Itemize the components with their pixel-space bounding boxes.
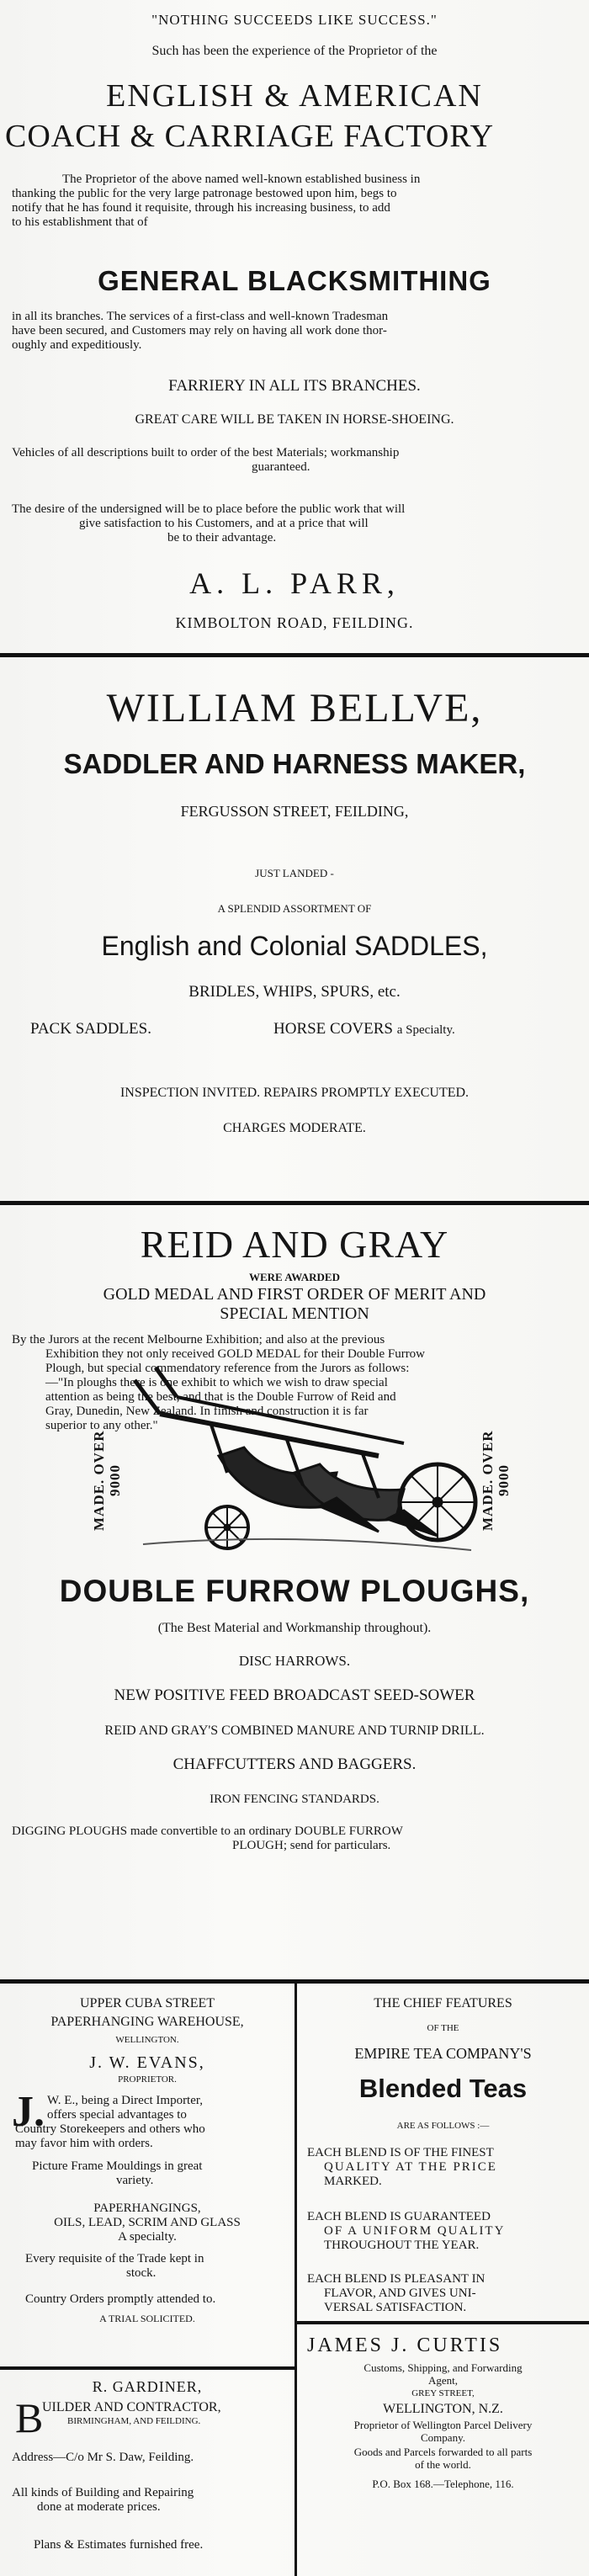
special-mention: SPECIAL MENTION — [220, 1304, 369, 1323]
curtis-proprietor-line: Proprietor of Wellington Parcel Delivery — [353, 2419, 533, 2431]
desire-line: The desire of the undersigned will be to place before the public work that will — [12, 502, 406, 516]
tea-each-3-line: FLAVOR, AND GIVES UNI- — [324, 2287, 476, 2300]
parr-para-1-line: notify that he has found it requisite, through his increasing business, to add — [12, 201, 390, 215]
gardiner-plans: Plans & Estimates furnished free. — [34, 2538, 204, 2552]
parr-para-2-line: in all its branches. The services of a first-class and well-known Tradesman — [12, 310, 389, 323]
curtis-agent-line: Customs, Shipping, and Forwarding — [363, 2361, 523, 2374]
paperhangings-line: A specialty. — [118, 2230, 177, 2244]
curtis-proprietor-line: Company. — [421, 2431, 465, 2444]
inspection-line: INSPECTION INVITED. REPAIRS PROMPTLY EXECUTED. — [119, 1086, 470, 1100]
vehicles-line: Vehicles of all descriptions built to order of the best Materials; workmanship — [12, 446, 400, 459]
bridles-line: BRIDLES, WHIPS, SPURS, etc. — [188, 983, 401, 1001]
horse-covers — [273, 1020, 455, 1038]
disc-harrows: DISC HARROWS. — [238, 1653, 351, 1669]
desire-text — [12, 502, 589, 545]
tea-each-2-line: THROUGHOUT THE YEAR. — [324, 2239, 480, 2252]
every-requisite-line: stock. — [126, 2266, 157, 2280]
factory-line-2: COACH & CARRIAGE FACTORY — [5, 119, 495, 154]
every-requisite — [25, 2252, 294, 2281]
tea-each-3-line: EACH BLEND IS PLEASANT IN — [307, 2272, 486, 2286]
gardiner-all-line: done at moderate prices. — [37, 2500, 161, 2514]
parr-advertisement — [0, 0, 589, 648]
jurors-line: Gray, Dunedin, New Zealand. In finish and construction it is far — [45, 1405, 369, 1418]
jurors-line: Exhibition they not only received GOLD MEDAL for their Double Furrow — [45, 1347, 426, 1361]
evans-line-1: UPPER CUBA STREET — [79, 1996, 215, 2010]
evans-para-line: may favor him with orders. — [15, 2137, 153, 2150]
digging-line: DIGGING PLOUGHS made convertible to an ordinary DOUBLE FURROW — [12, 1824, 403, 1838]
tea-blended: Blended Teas — [358, 2074, 528, 2103]
tea-each-1-line: QUALITY AT THE PRICE — [324, 2160, 497, 2174]
gold-medal-line: GOLD MEDAL AND FIRST ORDER OF MERIT AND — [103, 1285, 486, 1304]
parr-para-2-line: oughly and expeditiously. — [12, 338, 142, 352]
curtis-po-box: P.O. Box 168.—Telephone, 116. — [372, 2478, 514, 2490]
divider-rule — [0, 1201, 589, 1205]
picture-frame — [32, 2159, 293, 2188]
best-material-line: (The Best Material and Workmanship throughout). — [157, 1621, 432, 1635]
curtis-proprietor — [297, 2419, 589, 2444]
parr-para-2-line: have been secured, and Customers may rely on having all work done thor- — [12, 324, 387, 337]
every-requisite-line: Every requisite of the Trade kept in — [25, 2252, 204, 2265]
just-landed: JUST LANDED - — [255, 867, 334, 879]
evans-line-2: PAPERHANGING WAREHOUSE, — [50, 2015, 244, 2029]
gardiner-all-line: All kinds of Building and Repairing — [12, 2486, 194, 2499]
tea-each-2 — [307, 2210, 589, 2253]
paperhangings-line: PAPERHANGINGS, — [93, 2202, 201, 2215]
jurors-line: —"In ploughs there is one exhibit to which we wish to draw special — [45, 1376, 388, 1389]
gardiner-advertisement — [0, 2372, 294, 2576]
country-orders: Country Orders promptly attended to. — [25, 2292, 216, 2306]
parr-para-1-line: thanking the public for the very large patronage bestowed upon him, begs to — [12, 187, 397, 200]
tea-follows: ARE AS FOLLOWS :— — [396, 2121, 490, 2131]
ploughs-heading: DOUBLE FURROW PLOUGHS, — [59, 1574, 530, 1608]
factory-line-1: ENGLISH & AMERICAN — [106, 78, 483, 114]
gardiner-trade — [42, 2400, 294, 2429]
tea-each-2-line: EACH BLEND IS GUARANTEED — [307, 2210, 491, 2223]
blacksmithing-heading: GENERAL BLACKSMITHING — [98, 265, 491, 296]
curtis-goods-line: Goods and Parcels forwarded to all parts — [353, 2446, 533, 2458]
farriery-line: FARRIERY IN ALL ITS BRANCHES. — [168, 377, 421, 395]
divider-rule — [297, 2321, 589, 2324]
made-over-right: MADE. OVER 9000 — [480, 1430, 512, 1531]
vehicles-text — [12, 446, 589, 475]
desire-line: give satisfaction to his Customers, and at a price that will — [79, 517, 369, 530]
paperhangings-line: OILS, LEAD, SCRIM AND GLASS — [54, 2216, 241, 2229]
tea-each-2-line: OF A UNIFORM QUALITY — [324, 2224, 506, 2238]
parr-address: KIMBOLTON ROAD, FEILDING. — [175, 614, 414, 631]
curtis-goods-line: of the world. — [415, 2458, 471, 2471]
curtis-name: JAMES J. CURTIS — [307, 2334, 503, 2356]
plough-illustration — [126, 1363, 480, 1557]
great-care-line: GREAT CARE WILL BE TAKEN IN HORSE-SHOEING. — [135, 412, 454, 427]
digging-line: PLOUGH; send for particulars. — [232, 1839, 391, 1852]
jurors-line: attention as being the best, and that is the Double Furrow of Reid and — [45, 1390, 396, 1404]
digging-ploughs — [12, 1824, 589, 1853]
jurors-line: superior to any other." — [45, 1419, 158, 1432]
parr-para-1-line: to his establishment that of — [12, 215, 148, 229]
evans-para-line: offers special advantages to — [47, 2108, 187, 2122]
made-over-left: MADE. OVER 9000 — [91, 1430, 123, 1531]
saddles-line: English and Colonial SADDLES, — [101, 931, 488, 961]
curtis-agent-line: Agent, — [427, 2374, 459, 2387]
gardiner-trade-line: UILDER AND CONTRACTOR, — [42, 2400, 221, 2414]
gardiner-name: R. GARDINER, — [92, 2378, 203, 2395]
trial-solicited: A TRIAL SOLICITED. — [99, 2313, 195, 2324]
assortment-line: A SPLENDID ASSORTMENT OF — [217, 902, 372, 915]
reid-gray-products — [0, 1565, 589, 1981]
tea-each-1-line: EACH BLEND IS OF THE FINEST — [307, 2146, 494, 2159]
picture-frame-line: Picture Frame Mouldings in great — [32, 2159, 203, 2173]
seed-sower: NEW POSITIVE FEED BROADCAST SEED-SOWER — [114, 1686, 475, 1704]
parr-name: A. L. PARR, — [189, 566, 400, 600]
divider-rule — [0, 2366, 294, 2370]
curtis-city: WELLINGTON, N.Z. — [383, 2402, 503, 2416]
were-awarded: WERE AWARDED — [249, 1271, 340, 1283]
gardiner-trade-line: BIRMINGHAM, AND FEILDING. — [67, 2416, 201, 2426]
evans-para-line: Country Storekeepers and others who — [15, 2122, 205, 2136]
evans-dropcap: J. — [12, 2088, 45, 2136]
tea-empire: EMPIRE TEA COMPANY'S — [354, 2045, 532, 2062]
bellve-trade: SADDLER AND HARNESS MAKER, — [63, 748, 526, 779]
tea-chief: THE CHIEF FEATURES — [374, 1996, 512, 2010]
turnip-drill: REID AND GRAY'S COMBINED MANURE AND TURNIP DRILL. — [104, 1724, 485, 1738]
jurors-line: By the Jurors at the recent Melbourne Exhibition; and also at the previous — [12, 1333, 385, 1346]
evans-wellington: WELLINGTON. — [115, 2035, 179, 2045]
reid-gray-name: REID AND GRAY — [140, 1223, 449, 1266]
horse-covers-label: HORSE COVERS — [273, 1020, 393, 1038]
bellve-advertisement — [0, 660, 589, 1198]
gardiner-all-kinds — [12, 2486, 294, 2515]
tea-each-3 — [307, 2272, 589, 2315]
motto: "NOTHING SUCCEEDS LIKE SUCCESS." — [151, 12, 438, 28]
evans-advertisement — [0, 1986, 294, 2366]
bellve-name: WILLIAM BELLVE, — [106, 686, 483, 730]
tea-each-3-line: VERSAL SATISFACTION. — [324, 2301, 467, 2314]
evans-proprietor: PROPRIETOR. — [118, 2074, 177, 2085]
chaffcutters: CHAFFCUTTERS AND BAGGERS. — [172, 1755, 417, 1773]
parr-para-2 — [12, 310, 589, 353]
curtis-advertisement — [297, 2326, 589, 2576]
paperhangings — [0, 2202, 294, 2244]
curtis-street: GREY STREET, — [411, 2388, 475, 2398]
parr-para-1 — [12, 173, 589, 230]
bellve-street: FERGUSSON STREET, FEILDING, — [180, 803, 409, 820]
gardiner-dropcap: B — [15, 2394, 44, 2441]
evans-para-line: W. E., being a Direct Importer, — [47, 2094, 204, 2107]
tea-each-1 — [307, 2146, 589, 2189]
curtis-agent — [297, 2361, 589, 2387]
curtis-goods — [297, 2446, 589, 2471]
gardiner-address: Address—C/o Mr S. Daw, Feilding. — [12, 2451, 194, 2464]
specialty-label: a Specialty. — [396, 1023, 455, 1037]
tea-of-the: OF THE — [427, 2023, 459, 2033]
charges-line: CHARGES MODERATE. — [223, 1121, 366, 1135]
picture-frame-line: variety. — [116, 2174, 154, 2187]
intro-line: Such has been the experience of the Proprietor of the — [151, 44, 438, 58]
evans-para — [15, 2094, 293, 2151]
desire-line: be to their advantage. — [167, 531, 277, 544]
tea-each-1-line: MARKED. — [324, 2175, 382, 2188]
evans-name: J. W. EVANS, — [89, 2053, 205, 2072]
jurors-line: Plough, but special commendatory reference from the Jurors as follows: — [45, 1362, 410, 1375]
divider-rule — [0, 653, 589, 657]
vehicles-line: guaranteed. — [252, 460, 310, 474]
parr-para-1-line: The Proprietor of the above named well-known established business in — [62, 173, 421, 186]
pack-saddles: PACK SADDLES. — [30, 1020, 151, 1038]
iron-fencing: IRON FENCING STANDARDS. — [210, 1793, 379, 1806]
